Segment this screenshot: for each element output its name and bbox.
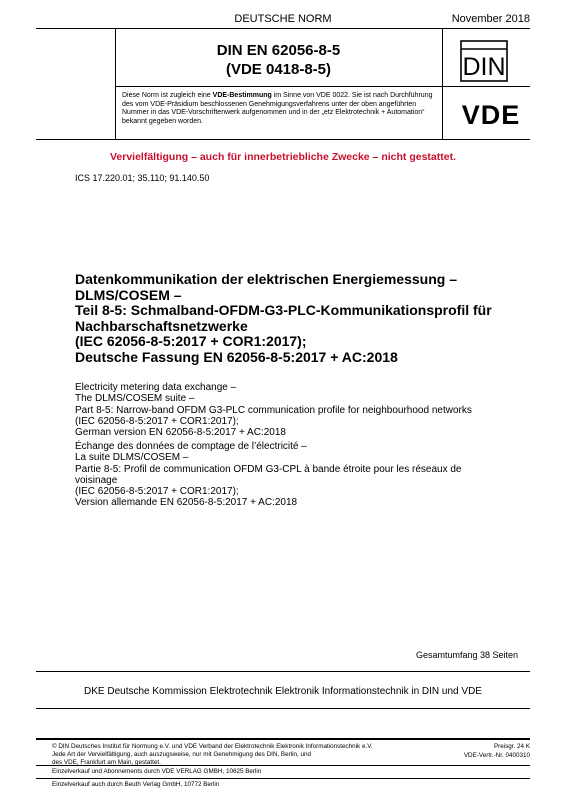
header-rule-top xyxy=(36,28,530,29)
norm-type: DEUTSCHE NORM xyxy=(234,13,332,25)
title-french xyxy=(75,441,530,509)
copyright-line: © DIN Deutsches Institut für Normung e.V. und VDE Verband der Elektrotechnik Elektronik Informationstechnik e.V. xyxy=(52,743,373,750)
title-french-line: Version allemande EN 62056-8-5:2017 + AC:2018 xyxy=(75,497,298,509)
title-german-line: Datenkommunikation der elektrischen Energiemessung – xyxy=(75,271,458,287)
title-french-line: Partie 8-5: Profil de communication OFDM G3-CPL à bande étroite pour les réseaux de xyxy=(75,463,462,475)
dke-rule-top xyxy=(36,671,530,672)
vde-note-suffix: im Sinne von VDE 0022. Sie ist nach Durchführung des vom VDE-Präsidium beschlossenen Genehmigungsverfahrens unter der oben angeführten Nummer in das VDE-Vorschriftenwerk aufgenommen und in der „etz Elektrotechnik + Automation“ bekannt gegeben worden. xyxy=(122,92,433,125)
ics-codes: ICS 17.220.01; 35.110; 91.140.50 xyxy=(75,173,210,183)
title-german-line: Teil 8-5: Schmalband-OFDM-G3-PLC-Kommunikationsprofil für xyxy=(75,302,492,318)
title-german xyxy=(75,272,530,365)
vde-note-prefix: Diese Norm ist zugleich eine xyxy=(122,92,213,99)
vde-vertr-nr: VDE-Vertr.-Nr. 0400310 xyxy=(463,752,530,759)
footer-sales-rule-1 xyxy=(36,765,530,766)
din-logo-text: DIN xyxy=(462,53,506,81)
title-french-line: (IEC 62056-8-5:2017 + COR1:2017); xyxy=(75,486,239,498)
price-group: Preisgr. 24 K xyxy=(493,743,530,750)
title-french-line: Échange des données de comptage de l’électricité – xyxy=(75,441,307,452)
title-english-line: Electricity metering data exchange – xyxy=(75,382,237,393)
vde-note-bold: VDE-Bestimmung xyxy=(212,92,272,99)
vde-note xyxy=(122,92,436,126)
title-french-line: La suite DLMS/COSEM – xyxy=(75,452,189,464)
sales-beuth: Einzelverkauf auch durch Beuth Verlag GmbH, 10772 Berlin xyxy=(52,781,220,788)
header-rule-bottom xyxy=(36,139,530,140)
title-english-line: German version EN 62056-8-5:2017 + AC:2018 xyxy=(75,427,286,439)
footer-rule xyxy=(36,738,530,740)
title-german-line: DLMS/COSEM – xyxy=(75,286,182,303)
title-german-line: Nachbarschaftsnetzwerke xyxy=(75,317,248,334)
din-logo xyxy=(460,40,508,82)
title-german-line: (IEC 62056-8-5:2017 + COR1:2017); xyxy=(75,333,307,349)
title-english xyxy=(75,382,530,438)
vde-logo xyxy=(452,101,530,129)
copyright-notice xyxy=(52,743,422,766)
header-rule-mid xyxy=(115,86,530,87)
standard-number: DIN EN 62056-8-5 xyxy=(216,42,341,59)
header-divider-right xyxy=(442,28,443,139)
vde-logo-text: VDE xyxy=(461,101,521,129)
vde-number: (VDE 0418-8-5) xyxy=(225,61,332,78)
title-english-line: The DLMS/COSEM suite – xyxy=(75,393,195,405)
copyright-line: des VDE, Frankfurt am Main, gestattet. xyxy=(52,758,161,766)
title-french-line: voisinage xyxy=(75,474,118,486)
copyright-line: Jede Art der Vervielfältigung, auch auszugsweise, nur mit Genehmigung des DIN, Berlin, und xyxy=(52,750,312,758)
title-english-line: Part 8-5: Narrow-band OFDM G3-PLC communication profile for neighbourhood networks xyxy=(75,404,472,416)
title-english-line: (IEC 62056-8-5:2017 + COR1:2017); xyxy=(75,415,239,427)
sales-vde: Einzelverkauf und Abonnements durch VDE VERLAG GMBH, 10625 Berlin xyxy=(52,768,262,775)
footer-sales-rule-2 xyxy=(36,778,530,779)
total-pages: Gesamtumfang 38 Seiten xyxy=(415,650,518,660)
reproduction-warning: Vervielfältigung – auch für innerbetriebliche Zwecke – nicht gestattet. xyxy=(109,151,456,163)
issue-date: November 2018 xyxy=(451,13,530,25)
title-german-line: Deutsche Fassung EN 62056-8-5:2017 + AC:2018 xyxy=(75,348,398,365)
dke-rule-bottom xyxy=(36,708,530,709)
dke-line: DKE Deutsche Kommission Elektrotechnik Elektronik Informationstechnik in DIN und VDE xyxy=(84,686,482,697)
